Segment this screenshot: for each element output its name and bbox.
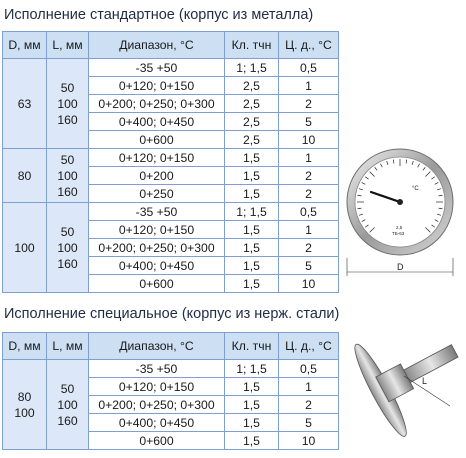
length-value: 160 xyxy=(57,256,78,271)
accuracy-class-cell: 2,5 xyxy=(225,113,279,131)
accuracy-class-cell: 1,5 xyxy=(225,149,279,167)
division-cell: 5 xyxy=(279,414,339,432)
range-cell: -35 +50 xyxy=(89,59,225,77)
range-cell: 0+120; 0+150 xyxy=(89,221,225,239)
table-header-row xyxy=(3,32,339,59)
length-cell xyxy=(47,149,89,203)
thermometer-diagram xyxy=(338,140,462,452)
column-header: D, мм xyxy=(3,32,47,59)
range-cell: 0+200; 0+250; 0+300 xyxy=(89,95,225,113)
division-cell: 5 xyxy=(279,113,339,131)
diameter-cell xyxy=(3,360,47,450)
range-cell: 0+200; 0+250; 0+300 xyxy=(89,239,225,257)
range-cell: 0+400; 0+450 xyxy=(89,257,225,275)
division-cell: 0,5 xyxy=(279,59,339,77)
column-header: L, мм xyxy=(47,333,89,360)
standard-table xyxy=(2,31,339,293)
diameter-value: 63 xyxy=(17,96,32,111)
dial-model-label: TБ-63 xyxy=(392,231,405,236)
accuracy-class-cell: 1,5 xyxy=(225,396,279,414)
accuracy-class-cell: 2,5 xyxy=(225,77,279,95)
accuracy-class-cell: 1,5 xyxy=(225,432,279,450)
length-cell xyxy=(47,59,89,149)
accuracy-class-cell: 2,5 xyxy=(225,131,279,149)
length-value: 100 xyxy=(57,168,78,183)
accuracy-class-cell: 1,5 xyxy=(225,414,279,432)
length-cell xyxy=(47,203,89,293)
dial-class-label: 2,5 xyxy=(396,225,403,230)
length-value: 50 xyxy=(60,152,75,167)
accuracy-class-cell: 1,5 xyxy=(225,378,279,396)
length-value: 100 xyxy=(57,397,78,412)
accuracy-class-cell: 1,5 xyxy=(225,185,279,203)
range-cell: 0+600 xyxy=(89,432,225,450)
length-value: 100 xyxy=(57,96,78,111)
diameter-value: 80 xyxy=(17,168,32,183)
division-cell: 1 xyxy=(279,77,339,95)
table-row xyxy=(3,203,339,221)
diameter-value: 100 xyxy=(14,405,35,420)
accuracy-class-cell: 1,5 xyxy=(225,275,279,293)
column-header: Кл. тчн xyxy=(225,333,279,360)
diameter-cell xyxy=(3,149,47,203)
range-cell: 0+250 xyxy=(89,185,225,203)
dimension-l-label: L xyxy=(422,376,428,386)
accuracy-class-cell: 1,5 xyxy=(225,257,279,275)
length-cell xyxy=(47,360,89,450)
division-cell: 2 xyxy=(279,396,339,414)
length-value: 160 xyxy=(57,184,78,199)
dial-unit-label: °C xyxy=(412,186,419,192)
table-row xyxy=(3,149,339,167)
length-value: 100 xyxy=(57,240,78,255)
range-cell: 0+600 xyxy=(89,275,225,293)
dimension-d-label: D xyxy=(397,262,404,272)
division-cell: 2 xyxy=(279,239,339,257)
range-cell: 0+400; 0+450 xyxy=(89,113,225,131)
division-cell: 2 xyxy=(279,167,339,185)
division-cell: 10 xyxy=(279,432,339,450)
range-cell: 0+400; 0+450 xyxy=(89,414,225,432)
stem xyxy=(404,345,458,383)
division-cell: 1 xyxy=(279,378,339,396)
column-header: L, мм xyxy=(47,32,89,59)
side-view xyxy=(348,305,462,440)
accuracy-class-cell: 1,5 xyxy=(225,239,279,257)
length-value: 50 xyxy=(60,80,75,95)
column-header: D, мм xyxy=(3,333,47,360)
accuracy-class-cell: 1; 1,5 xyxy=(225,360,279,378)
special-table xyxy=(2,332,339,450)
special-heading: Исполнение специальное (корпус из нерж. стали) xyxy=(4,306,340,322)
division-cell: 0,5 xyxy=(279,203,339,221)
table-row xyxy=(3,59,339,77)
accuracy-class-cell: 1,5 xyxy=(225,167,279,185)
diameter-cell xyxy=(3,203,47,293)
range-cell: 0+120; 0+150 xyxy=(89,77,225,95)
division-cell: 0,5 xyxy=(279,360,339,378)
division-cell: 5 xyxy=(279,257,339,275)
column-header: Кл. тчн xyxy=(225,32,279,59)
division-cell: 2 xyxy=(279,95,339,113)
range-cell: 0+200; 0+250; 0+300 xyxy=(89,396,225,414)
range-cell: -35 +50 xyxy=(89,203,225,221)
column-header: Ц. д., °C xyxy=(279,32,339,59)
length-value: 160 xyxy=(57,413,78,428)
standard-heading: Исполнение стандартное (корпус из металла) xyxy=(4,7,314,23)
range-cell: 0+200 xyxy=(89,167,225,185)
length-value: 50 xyxy=(60,381,75,396)
range-cell: 0+120; 0+150 xyxy=(89,378,225,396)
diameter-value: 100 xyxy=(14,240,35,255)
division-cell: 1 xyxy=(279,221,339,239)
accuracy-class-cell: 1; 1,5 xyxy=(225,203,279,221)
diameter-cell xyxy=(3,59,47,149)
column-header: Диапазон, °C xyxy=(89,333,225,360)
division-cell: 1 xyxy=(279,149,339,167)
diameter-value: 80 xyxy=(17,389,32,404)
dial-hub xyxy=(397,199,403,205)
accuracy-class-cell: 1,5 xyxy=(225,221,279,239)
accuracy-class-cell: 2,5 xyxy=(225,95,279,113)
division-cell: 2 xyxy=(279,185,339,203)
range-cell: -35 +50 xyxy=(89,360,225,378)
accuracy-class-cell: 1; 1,5 xyxy=(225,59,279,77)
range-cell: 0+120; 0+150 xyxy=(89,149,225,167)
table-row xyxy=(3,360,339,378)
column-header: Ц. д., °C xyxy=(279,333,339,360)
division-cell: 10 xyxy=(279,275,339,293)
range-cell: 0+600 xyxy=(89,131,225,149)
length-value: 160 xyxy=(57,112,78,127)
length-value: 50 xyxy=(60,224,75,239)
table-header-row xyxy=(3,333,339,360)
division-cell: 10 xyxy=(279,131,339,149)
column-header: Диапазон, °C xyxy=(89,32,225,59)
